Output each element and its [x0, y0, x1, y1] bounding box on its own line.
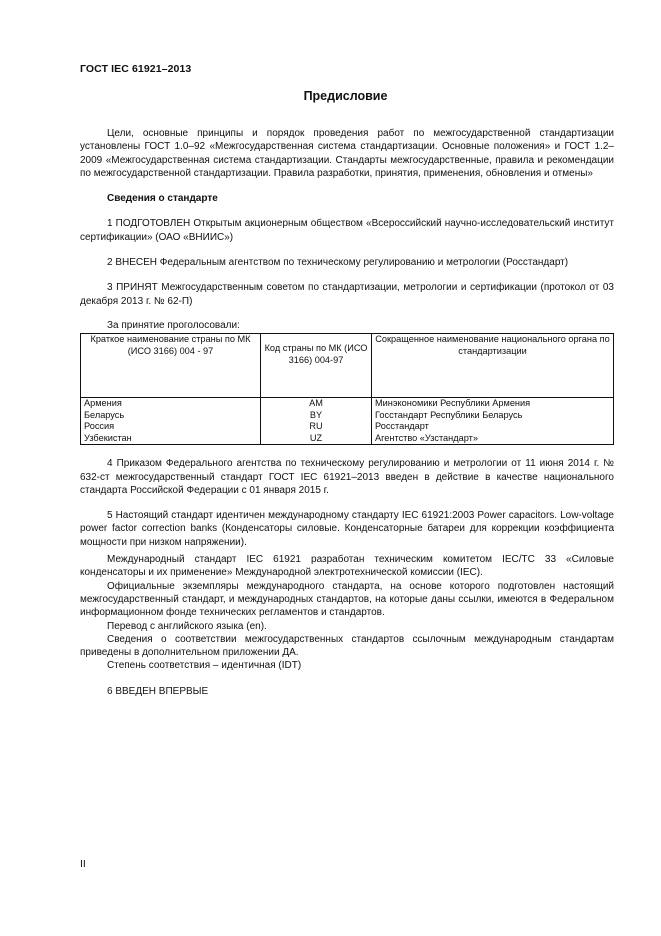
- country-name: Узбекистан: [81, 433, 261, 445]
- standards-body: Минэкономики Республики Армения: [372, 398, 614, 410]
- item-5-translation: Перевод с английского языка (en).: [107, 620, 267, 632]
- page-title: Предисловие: [303, 89, 388, 103]
- intro-paragraph: Цели, основные принципы и порядок проведения работ по межгосударственной стандартизации установлены ГОСТ 1.0–92 «Межгосударственная система стандартизации. Основные положения» и ГОСТ 1.2–2009 «Межгосударственная система стандартизации. Стандарты межгосударственные, правила и рекомендации по межгосударственной стандартизации. Правила разработки, принятия, применения, обновления и отмены»: [80, 128, 614, 179]
- header-country-name: Краткое наименование страны по МК (ИСО 3166) 004 - 97: [81, 334, 261, 398]
- country-code: BY: [261, 410, 372, 422]
- standards-body: Росстандарт: [372, 421, 614, 433]
- standards-body: Агентство «Узстандарт»: [372, 433, 614, 445]
- standards-body: Госстандарт Республики Беларусь: [372, 410, 614, 422]
- foreword-content: [80, 127, 614, 698]
- item-1: 1 ПОДГОТОВЛЕН Открытым акционерным обществом «Всероссийский научно-исследовательский институт сертификации» (ОАО «ВНИИС»): [80, 218, 614, 243]
- header-standards-body: Сокращенное наименование национального органа по стандартизации: [372, 334, 614, 398]
- item-2: 2 ВНЕСЕН Федеральным агентством по техническому регулированию и метрологии (Росстандарт): [107, 257, 569, 269]
- table-row: [81, 398, 614, 410]
- item-3: 3 ПРИНЯТ Межгосударственным советом по стандартизации, метрологии и сертификации (протокол от 03 декабря 2013 г. № 62-П): [80, 282, 614, 307]
- item-5-official-copies: Официальные экземпляры международного стандарта, на основе которого подготовлен настоящий межгосударственный стандарт, и международных стандартов, на которые даны ссылки, имеются в Федеральном информационном фонде технических регламентов и стандартов.: [80, 580, 614, 619]
- item-5: 5 Настоящий стандарт идентичен международному стандарту IEC 61921:2003 Power capacitors. Low-voltage power factor correction banks (Конденсаторы силовые. Конденсаторные батареи для коррекции коэффициента мощности при низком напряжении).: [80, 510, 614, 548]
- item-5-developer: Международный стандарт IEC 61921 разработан техническим комитетом IEC/TC 33 «Силовые конденсаторы и их применение» Международной электротехнической комиссии (IEC).: [80, 554, 614, 579]
- country-name: Армения: [81, 398, 261, 410]
- table-row: [81, 410, 614, 422]
- item-5-conformity: Степень соответствия – идентичная (IDT): [107, 660, 302, 672]
- page-number: II: [80, 858, 86, 870]
- item-4: 4 Приказом Федерального агентства по техническому регулированию и метрологии от 11 июня 2014 г. № 632-ст межгосударственный стандарт ГОСТ IEC 61921–2013 введен в действие в качестве национального стандарта Российской Федерации с 01 января 2015 г.: [80, 458, 614, 496]
- document-id: ГОСТ IEC 61921–2013: [80, 63, 192, 75]
- section-heading: Сведения о стандарте: [107, 193, 218, 205]
- item-6: 6 ВВЕДЕН ВПЕРВЫЕ: [107, 685, 209, 697]
- vote-table-header: [81, 334, 614, 398]
- country-code: AM: [261, 398, 372, 410]
- table-row: [81, 433, 614, 445]
- item-5-references: Сведения о соответствии межгосударственных стандартов ссылочным международным стандартам приведены в дополнительном приложении ДА.: [80, 633, 614, 659]
- vote-table: [80, 333, 614, 445]
- header-country-code: Код страны по МК (ИСО 3166) 004-97: [261, 334, 372, 398]
- vote-caption: За принятие проголосовали:: [107, 319, 240, 331]
- country-code: RU: [261, 421, 372, 433]
- table-row: [81, 421, 614, 433]
- country-name: Беларусь: [81, 410, 261, 422]
- country-name: Россия: [81, 421, 261, 433]
- country-code: UZ: [261, 433, 372, 445]
